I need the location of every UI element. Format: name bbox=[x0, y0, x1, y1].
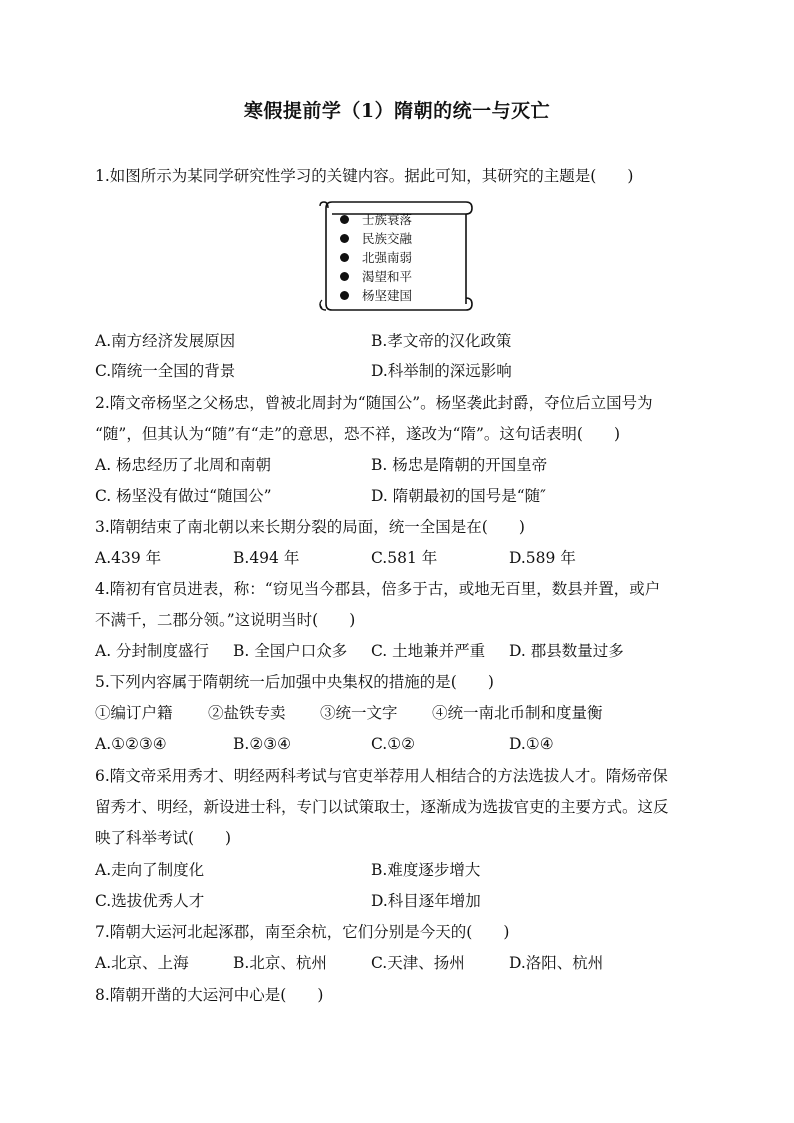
bullet-dot-icon bbox=[340, 215, 349, 224]
q4-stem-line-2: 不满千，二郡分领。”这说明当时( ) bbox=[95, 611, 356, 629]
q5-item-4: ④统一南北币制和度量衡 bbox=[432, 704, 603, 722]
q3-option-d[interactable]: D.589 年 bbox=[509, 549, 576, 567]
q7-option-a[interactable]: A.北京、上海 bbox=[95, 954, 189, 972]
q3-option-b[interactable]: B.494 年 bbox=[233, 549, 300, 567]
q6-stem-line-2: 留秀才、明经，新设进士科，专门以试策取士，逐渐成为选拔官吏的主要方式。这反 bbox=[95, 798, 669, 816]
q6-stem-line-3: 映了科举考试( ) bbox=[95, 829, 232, 847]
q6-option-c[interactable]: C.选拔优秀人才 bbox=[95, 892, 205, 910]
q6-option-a[interactable]: A.走向了制度化 bbox=[95, 861, 205, 879]
q2-option-b[interactable]: B. 杨忠是隋朝的开国皇帝 bbox=[371, 456, 548, 474]
scroll-item-text: 民族交融 bbox=[362, 231, 413, 246]
q7-option-d[interactable]: D.洛阳、杭州 bbox=[509, 954, 604, 972]
q5-item-1: ①编订户籍 bbox=[95, 704, 173, 722]
q7-stem: 7.隋朝大运河北起涿郡，南至余杭，它们分别是今天的( ) bbox=[95, 923, 510, 941]
q6-option-d[interactable]: D.科目逐年增加 bbox=[371, 892, 481, 910]
q2-stem-line-2: “随”，但其认为“随”有“走”的意思，恐不祥，遂改为“隋”。这句话表明( ) bbox=[95, 425, 620, 443]
bullet-dot-icon bbox=[340, 234, 349, 243]
q6-option-b[interactable]: B.难度逐步增大 bbox=[371, 861, 481, 879]
q5-stem: 5.下列内容属于隋朝统一后加强中央集权的措施的是( ) bbox=[95, 673, 494, 691]
scroll-item-3 bbox=[340, 251, 412, 265]
q1-option-a[interactable]: A.南方经济发展原因 bbox=[95, 332, 236, 350]
q5-option-b[interactable]: B.②③④ bbox=[233, 735, 292, 753]
q2-stem-line-1: 2.隋文帝杨坚之父杨忠，曾被北周封为“随国公”。杨坚袭此封爵，夺位后立国号为 bbox=[95, 394, 653, 412]
bullet-dot-icon bbox=[340, 291, 349, 300]
q1-stem: 1.如图所示为某同学研究性学习的关键内容。据此可知，其研究的主题是( ) bbox=[95, 167, 634, 185]
bullet-dot-icon bbox=[340, 253, 349, 262]
q1-option-b[interactable]: B.孝文帝的汉化政策 bbox=[371, 332, 512, 350]
q1-option-d[interactable]: D.科举制的深远影响 bbox=[371, 362, 512, 380]
q4-option-d[interactable]: D. 郡县数量过多 bbox=[509, 642, 624, 660]
q8-stem: 8.隋朝开凿的大运河中心是( ) bbox=[95, 986, 324, 1004]
q2-option-d[interactable]: D. 隋朝最初的国号是“随″ bbox=[371, 487, 546, 505]
q5-item-2: ②盐铁专卖 bbox=[208, 704, 286, 722]
scroll-item-text: 北强南弱 bbox=[362, 250, 413, 265]
q6-stem-line-1: 6.隋文帝采用秀才、明经两科考试与官吏举荐用人相结合的方法选拔人才。隋炀帝保 bbox=[95, 767, 668, 785]
bullet-dot-icon bbox=[340, 272, 349, 281]
q3-stem: 3.隋朝结束了南北朝以来长期分裂的局面，统一全国是在( ) bbox=[95, 518, 525, 536]
q5-item-3: ③统一文字 bbox=[320, 704, 398, 722]
scroll-item-4 bbox=[340, 270, 412, 284]
q1-option-c[interactable]: C.隋统一全国的背景 bbox=[95, 362, 236, 380]
scroll-item-1 bbox=[340, 213, 412, 227]
page-title: 寒假提前学（1）隋朝的统一与灭亡 bbox=[243, 100, 551, 122]
q5-option-a[interactable]: A.①②③④ bbox=[95, 735, 167, 753]
q4-stem-line-1: 4.隋初有官员进表，称：“窃见当今郡县，倍多于古，或地无百里，数县并置，或户 bbox=[95, 580, 661, 598]
scroll-illustration bbox=[316, 200, 474, 312]
scroll-item-text: 士族衰落 bbox=[362, 212, 413, 227]
q3-option-c[interactable]: C.581 年 bbox=[371, 549, 438, 567]
q7-option-b[interactable]: B.北京、杭州 bbox=[233, 954, 327, 972]
scroll-item-5 bbox=[340, 289, 412, 303]
q2-option-c[interactable]: C. 杨坚没有做过“随国公” bbox=[95, 487, 272, 505]
scroll-item-text: 渴望和平 bbox=[362, 269, 413, 284]
q4-option-b[interactable]: B. 全国户口众多 bbox=[233, 642, 348, 660]
q3-option-a[interactable]: A.439 年 bbox=[95, 549, 162, 567]
q5-option-d[interactable]: D.①④ bbox=[509, 735, 554, 753]
q4-option-c[interactable]: C. 土地兼并严重 bbox=[371, 642, 486, 660]
q4-option-a[interactable]: A. 分封制度盛行 bbox=[95, 642, 210, 660]
q7-option-c[interactable]: C.天津、扬州 bbox=[371, 954, 465, 972]
q5-option-c[interactable]: C.①② bbox=[371, 735, 416, 753]
scroll-item-text: 杨坚建国 bbox=[362, 288, 413, 303]
q2-option-a[interactable]: A. 杨忠经历了北周和南朝 bbox=[95, 456, 272, 474]
scroll-item-2 bbox=[340, 232, 412, 246]
